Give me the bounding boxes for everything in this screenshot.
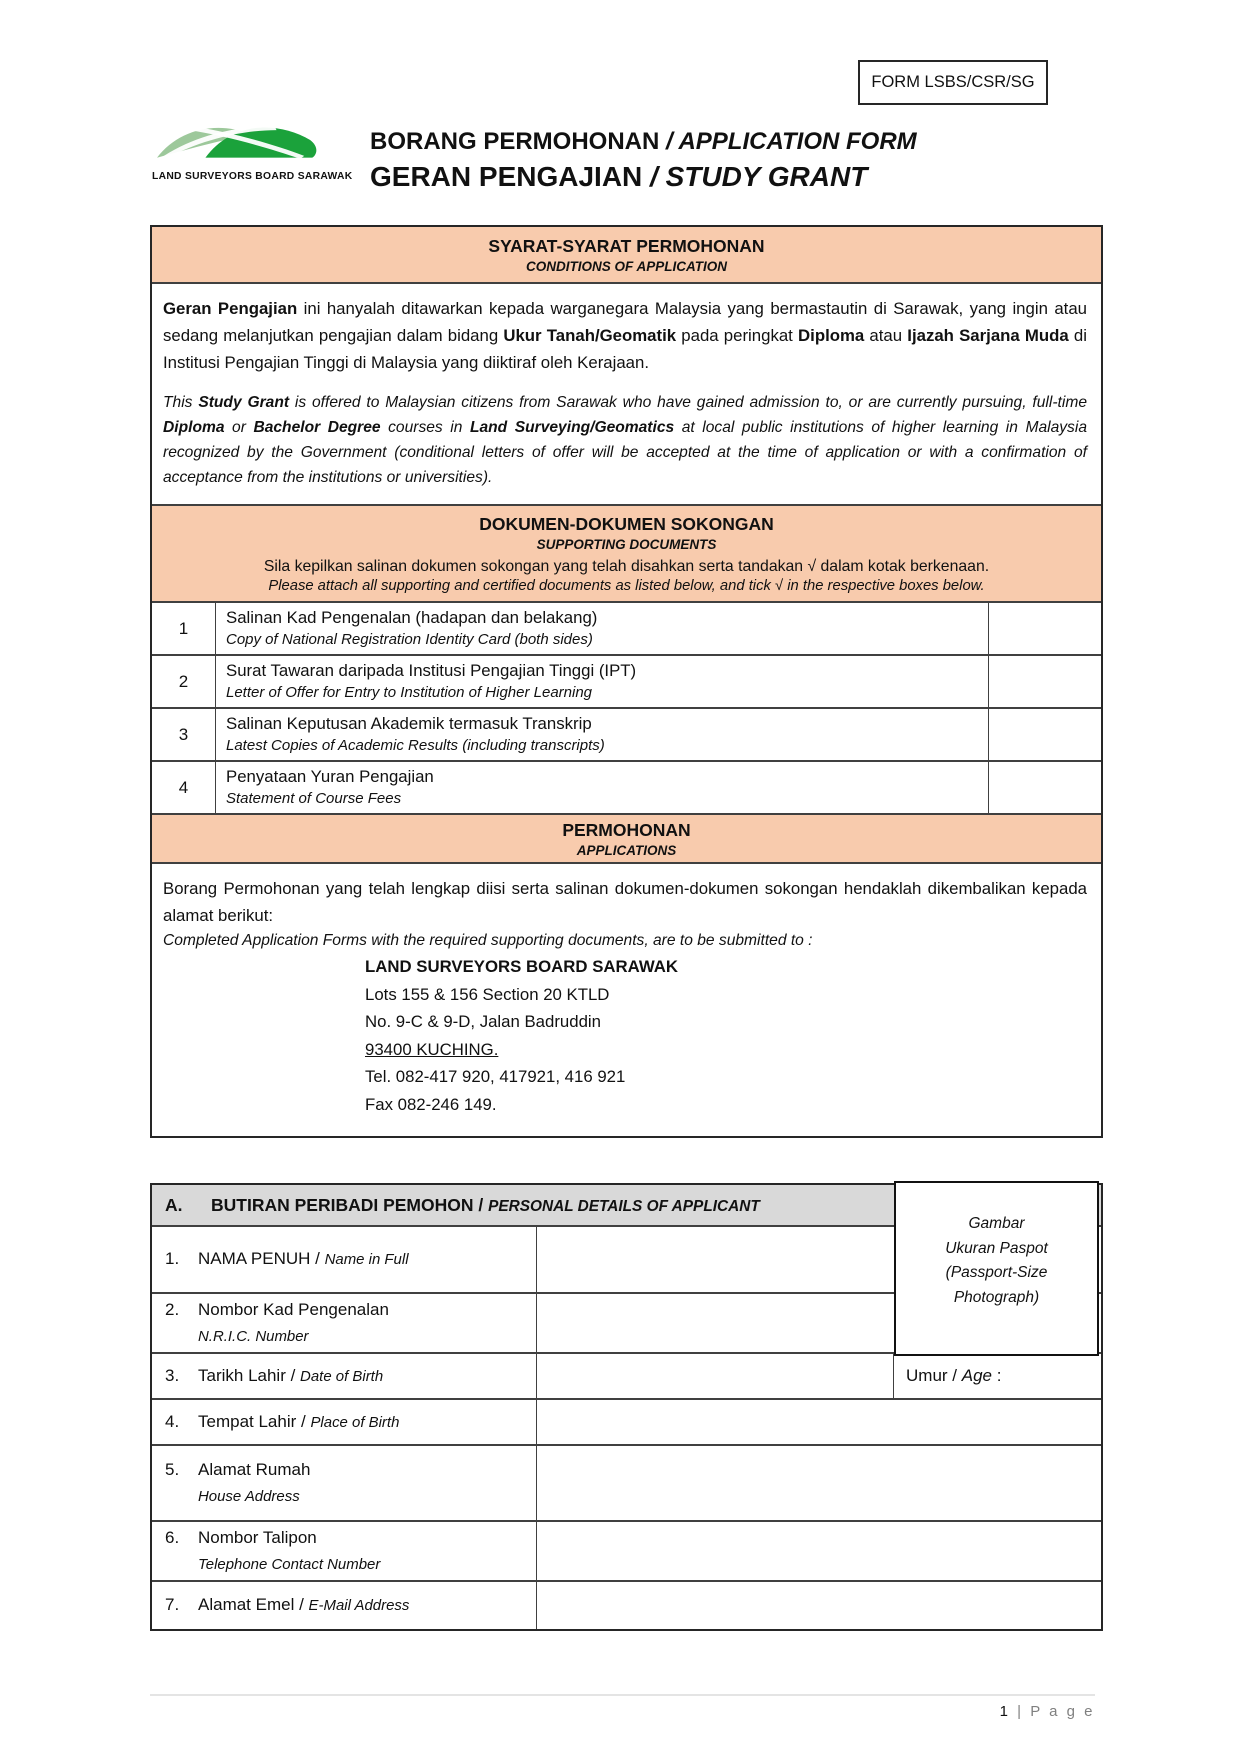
document-description-2 bbox=[216, 656, 988, 707]
field-text-nric: Nombor Kad Pengenalan N.R.I.C. Number bbox=[198, 1299, 389, 1345]
field-number-4: 4. bbox=[165, 1411, 180, 1431]
section-a-letter: A. bbox=[165, 1194, 183, 1215]
title-line-1: BORANG PERMOHONAN / APPLICATION FORM bbox=[370, 128, 917, 155]
field-label-phone bbox=[152, 1522, 537, 1580]
document-number-3: 3 bbox=[152, 709, 216, 760]
applications-paragraph-en: Completed Application Forms with the required supporting documents, are to be submitted to : bbox=[163, 932, 813, 949]
document-row-4 bbox=[152, 762, 1101, 815]
photo-box-line-1: Gambar bbox=[968, 1215, 1025, 1232]
address-line-2: No. 9-C & 9-D, Jalan Badruddin bbox=[365, 1012, 601, 1031]
applications-header-en: APPLICATIONS bbox=[576, 843, 677, 858]
field-row-dob bbox=[152, 1354, 1101, 1400]
field-number-2: 2. bbox=[165, 1299, 180, 1319]
documents-header bbox=[152, 506, 1101, 603]
applications-header-my: PERMOHONAN bbox=[562, 820, 691, 840]
title-line-2: GERAN PENGAJIAN / STUDY GRANT bbox=[370, 161, 868, 192]
field-label-address bbox=[152, 1446, 537, 1520]
document-row-1 bbox=[152, 603, 1101, 656]
applications-paragraph-my: Borang Permohonan yang telah lengkap diisi serta salinan dokumen-dokumen sokongan hendaklah dikembalikan kepada alamat berikut: bbox=[163, 879, 1087, 925]
field-row-pob bbox=[152, 1400, 1101, 1446]
field-text-name: NAMA PENUH / Name in Full bbox=[198, 1249, 409, 1268]
photo-box-line-4: Photograph) bbox=[953, 1288, 1040, 1306]
logo bbox=[152, 114, 353, 182]
page-number: 1 | P a g e bbox=[999, 1703, 1095, 1720]
document-description-1 bbox=[216, 603, 988, 654]
home-address-input-cell[interactable] bbox=[537, 1446, 1101, 1520]
document-text-my-3: Salinan Keputusan Akademik termasuk Transkrip bbox=[226, 714, 592, 733]
photo-box-line-2: Ukuran Paspot bbox=[945, 1239, 1048, 1257]
document-number-2: 2 bbox=[152, 656, 216, 707]
field-number-5: 5. bbox=[165, 1459, 180, 1479]
documents-note-my: Sila kepilkan salinan dokumen sokongan yang telah disahkan serta tandakan √ dalam kotak berkenaan. bbox=[263, 558, 990, 575]
applications-header bbox=[152, 815, 1101, 864]
form-code-label: FORM LSBS/CSR/SG bbox=[871, 73, 1035, 91]
field-row-email bbox=[152, 1582, 1101, 1629]
document-text-en-2: Letter of Offer for Entry to Institution of Higher Learning bbox=[226, 684, 593, 701]
submission-address bbox=[365, 953, 1087, 1118]
logo-caption: LAND SURVEYORS BOARD SARAWAK bbox=[152, 171, 353, 182]
field-text-dob: Tarikh Lahir / Date of Birth bbox=[198, 1365, 384, 1385]
documents-header-en: SUPPORTING DOCUMENTS bbox=[536, 537, 717, 552]
form-code-box bbox=[858, 60, 1048, 105]
conditions-and-documents-table bbox=[150, 225, 1103, 1138]
field-number-3: 3. bbox=[165, 1365, 180, 1385]
phone-input-cell[interactable] bbox=[537, 1522, 1101, 1580]
section-a-title: BUTIRAN PERIBADI PEMOHON / PERSONAL DETAILS OF APPLICANT bbox=[211, 1194, 760, 1215]
applications-body bbox=[152, 864, 1101, 1136]
field-row-address bbox=[152, 1446, 1101, 1522]
document-text-my-1: Salinan Kad Pengenalan (hadapan dan belakang) bbox=[226, 608, 598, 627]
address-telephone: Tel. 082-417 920, 417921, 416 921 bbox=[365, 1067, 626, 1086]
field-text-address: Alamat Rumah House Address bbox=[198, 1459, 311, 1505]
field-row-phone bbox=[152, 1522, 1101, 1582]
document-checkbox-1[interactable] bbox=[988, 603, 1101, 654]
email-input-cell[interactable] bbox=[537, 1582, 1101, 1629]
document-row-2 bbox=[152, 656, 1101, 709]
photo-box[interactable] bbox=[894, 1181, 1099, 1356]
conditions-header-my: SYARAT-SYARAT PERMOHONAN bbox=[488, 236, 765, 256]
conditions-body bbox=[152, 284, 1101, 506]
photo-box-line-3: (Passport-Size bbox=[945, 1264, 1048, 1281]
document-text-en-4: Statement of Course Fees bbox=[226, 790, 402, 807]
document-number-1: 1 bbox=[152, 603, 216, 654]
field-text-phone: Nombor Talipon Telephone Contact Number bbox=[198, 1527, 381, 1573]
page-footer bbox=[150, 1694, 1095, 1720]
address-line-1: Lots 155 & 156 Section 20 KTLD bbox=[365, 984, 610, 1004]
document-description-4 bbox=[216, 762, 988, 813]
field-label-name bbox=[152, 1227, 537, 1292]
conditions-paragraph-my: Geran Pengajian ini hanyalah ditawarkan kepada warganegara Malaysia yang bermastautin di Sarawak, yang ingin atau sedang melanjutkan pengajian dalam bidang Ukur Tanah/Geomatik pada peringkat Diploma atau Ijazah Sarjana Muda di Institusi Pengajian Tinggi di Malaysia yang diiktiraf oleh Kerajaan. bbox=[163, 299, 1087, 372]
conditions-paragraph-en: This Study Grant is offered to Malaysian citizens from Sarawak who have gained admission to, or are currently pursuing, full-time Diploma or Bachelor Degree courses in Land Surveying/Geomatics at local public institutions of higher learning in Malaysia recognized by the Government (conditional letters of offer will be accepted at the time of application or with a confirmation of acceptance from the institutions or universities). bbox=[163, 394, 1087, 486]
document-text-en-1: Copy of National Registration Identity Card (both sides) bbox=[226, 631, 593, 648]
document-text-my-4: Penyataan Yuran Pengajian bbox=[226, 767, 434, 786]
document-text-en-3: Latest Copies of Academic Results (including transcripts) bbox=[226, 737, 605, 754]
field-label-dob bbox=[152, 1354, 537, 1398]
field-number-6: 6. bbox=[165, 1527, 180, 1547]
age-label: Umur / Age : bbox=[906, 1366, 1002, 1385]
document-checkbox-4[interactable] bbox=[988, 762, 1101, 813]
field-number-7: 7. bbox=[165, 1595, 180, 1614]
document-number-4: 4 bbox=[152, 762, 216, 813]
page-title bbox=[370, 128, 917, 193]
personal-details-table bbox=[150, 1183, 1103, 1631]
document-text-my-2: Surat Tawaran daripada Institusi Pengajian Tinggi (IPT) bbox=[226, 661, 637, 680]
document-checkbox-2[interactable] bbox=[988, 656, 1101, 707]
field-text-pob: Tempat Lahir / Place of Birth bbox=[198, 1411, 400, 1431]
dob-input-cell[interactable] bbox=[537, 1354, 893, 1398]
footer-divider bbox=[150, 1694, 1095, 1696]
documents-header-my: DOKUMEN-DOKUMEN SOKONGAN bbox=[479, 514, 774, 534]
field-label-email bbox=[152, 1582, 537, 1629]
field-label-nric bbox=[152, 1294, 537, 1352]
address-fax: Fax 082-246 149. bbox=[365, 1094, 497, 1114]
conditions-header bbox=[152, 227, 1101, 284]
field-text-email: Alamat Emel / E-Mail Address bbox=[198, 1595, 410, 1614]
document-row-3 bbox=[152, 709, 1101, 762]
pob-input-cell[interactable] bbox=[537, 1400, 1101, 1444]
field-number-1: 1. bbox=[165, 1249, 180, 1268]
address-city: 93400 KUCHING. bbox=[365, 1039, 499, 1059]
age-input-cell[interactable] bbox=[893, 1354, 1101, 1398]
conditions-header-en: CONDITIONS OF APPLICATION bbox=[526, 259, 727, 274]
field-label-pob bbox=[152, 1400, 537, 1444]
address-org-name: LAND SURVEYORS BOARD SARAWAK bbox=[365, 957, 678, 976]
logo-graphic-icon bbox=[154, 114, 322, 170]
documents-note-en: Please attach all supporting and certified documents as listed below, and tick √ in the respective boxes below. bbox=[268, 578, 985, 594]
document-description-3 bbox=[216, 709, 988, 760]
document-checkbox-3[interactable] bbox=[988, 709, 1101, 760]
